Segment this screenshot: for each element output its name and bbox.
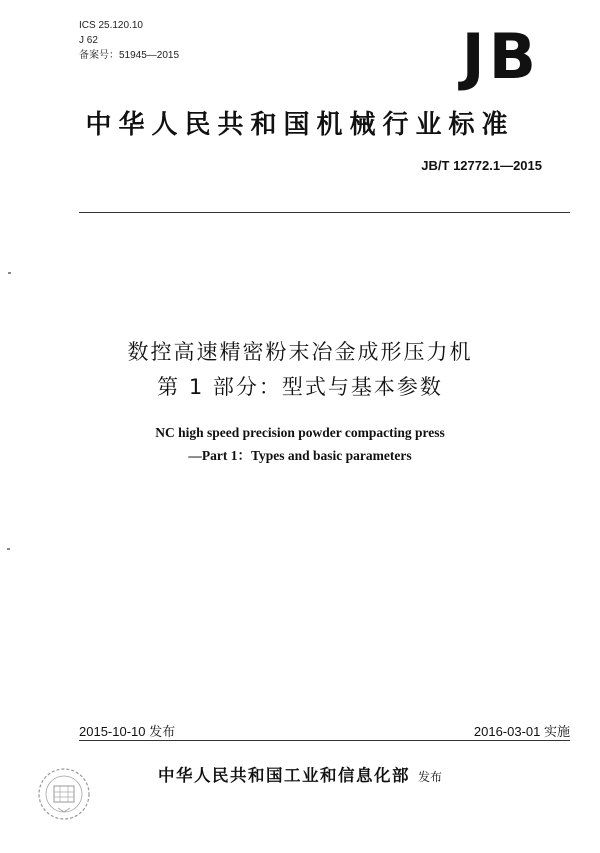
bottom-divider [79, 740, 570, 741]
scan-speck [7, 548, 10, 550]
scan-speck [8, 272, 11, 274]
classification-code: J 62 [79, 35, 98, 46]
issue-date: 2015-10-10 发布 [79, 724, 176, 739]
issuing-authority [0, 762, 600, 786]
document-title-en-line1: NC high speed precision powder compacting press [155, 425, 445, 440]
implementation-date: 2016-03-01 实施 [473, 724, 570, 739]
document-title-zh-line2: 第 1 部分：型式与基本参数 [157, 375, 443, 399]
top-divider [79, 212, 570, 213]
record-number: 备案号：51945—2015 [79, 50, 180, 61]
issuing-action: 发布 [417, 770, 442, 784]
standard-number: JB/T 12772.1—2015 [421, 158, 542, 173]
standard-title: 中华人民共和国机械行业标准 [85, 110, 515, 140]
document-title-en-line2: —Part 1：Types and basic parameters [188, 448, 412, 463]
issuing-organization: 中华人民共和国工业和信息化部 [157, 766, 410, 785]
ics-code: ICS 25.120.10 [79, 20, 143, 31]
document-title-zh-line1: 数控高速精密粉末冶金成形压力机 [127, 340, 473, 364]
jb-logo: JB [461, 20, 540, 93]
